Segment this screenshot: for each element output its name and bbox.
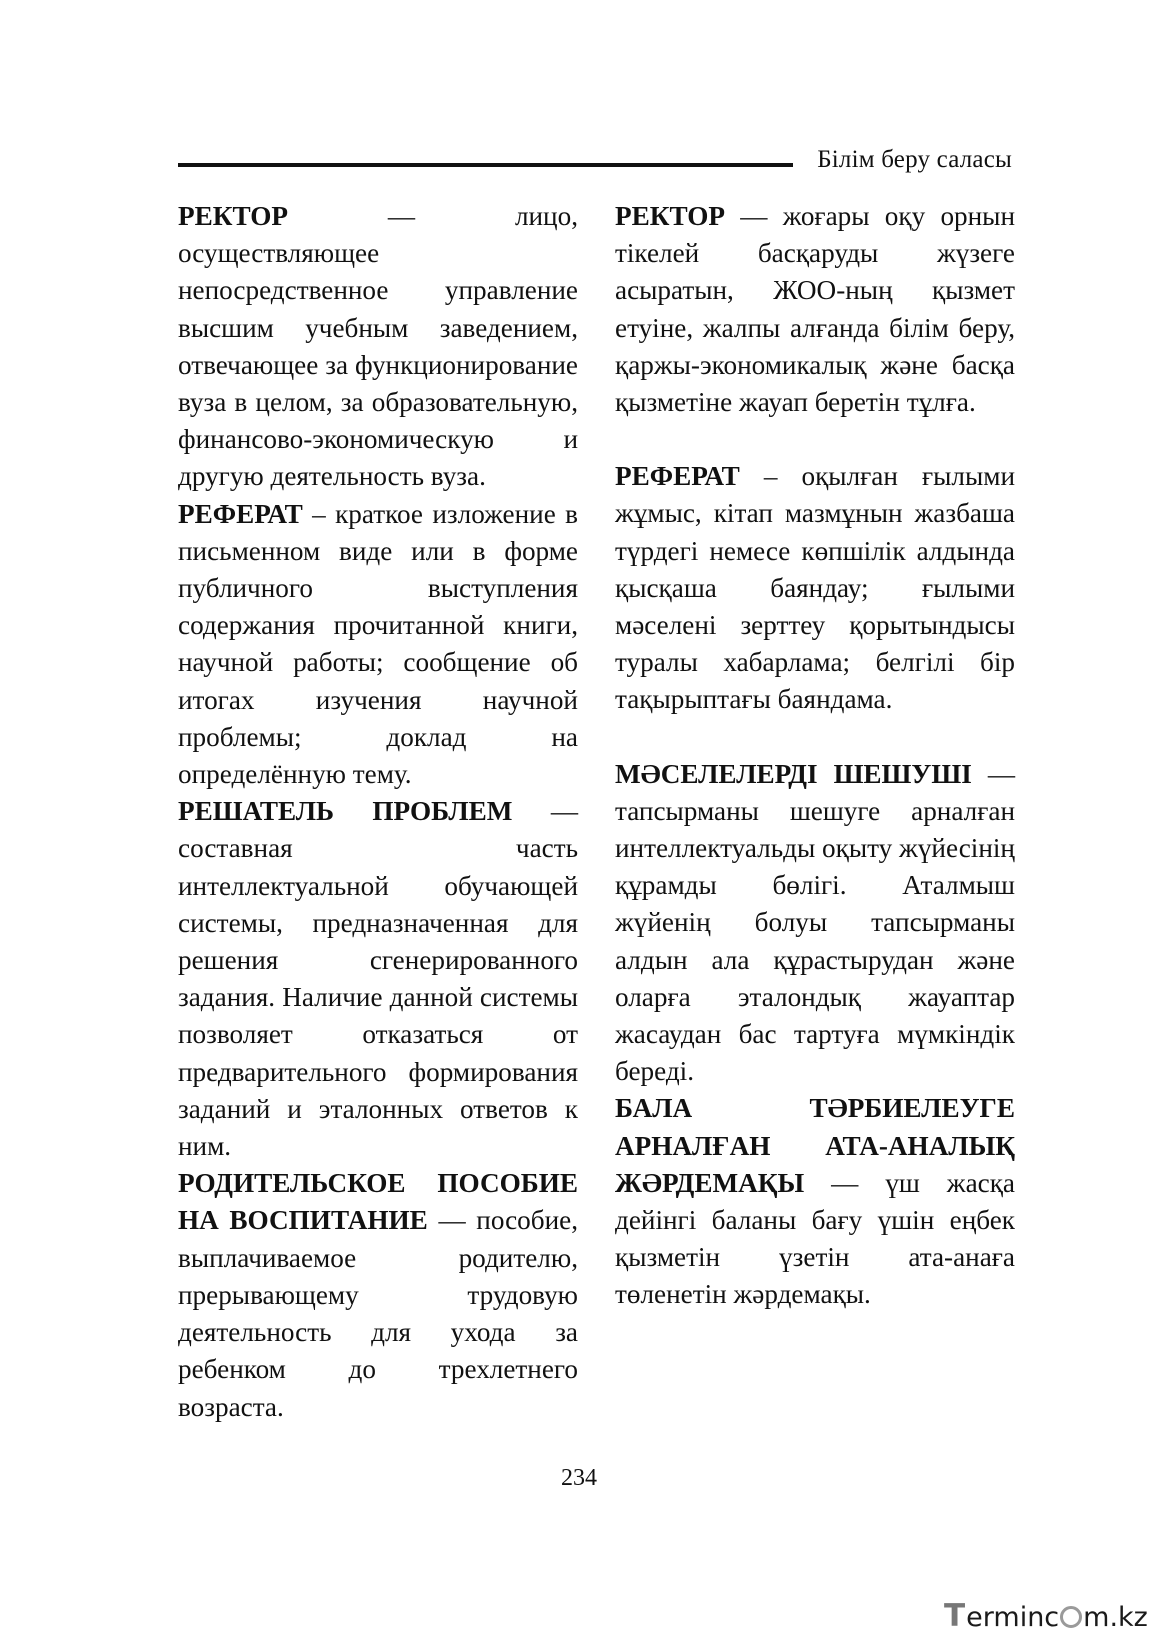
- entry-definition: – оқылған ғылыми жұмыс, кітап мазмұнын жазбаша түрдегі немесе көпшілік алдында қысқаша баяндау; ғылыми мәселені зерттеу қорытындысы туралы хабарлама; белгілі бір тақырыптағы баяндама.: [615, 461, 1015, 715]
- watermark-end: m.kz: [1083, 1602, 1148, 1633]
- entry-definition: — составная часть интеллектуальной обучающей системы, предназначенная для решения сгенерированного задания. Наличие данной системы позволяет отказаться от предварительного формирования заданий и эталонных ответов к ним.: [178, 796, 579, 1162]
- entry-term: БАЛА ТӘРБИЕЛЕУГЕ АРНАЛҒАН АТА-АНАЛЫҚ ЖӘРДЕМАҚЫ: [615, 1093, 1015, 1198]
- entry-definition: — тапсырманы шешуге арналған интеллектуальды оқыту жүйесінің құрамды бөлігі. Аталмыш жүйенің болуы тапсырманы алдын ала құрастырудан және оларға эталондық жауаптар жасаудан бас тартуға мүмкіндік береді.: [615, 758, 1015, 1087]
- watermark-middle: erminc: [966, 1602, 1060, 1633]
- entry-definition: — пособие, выплачиваемое родителю, прерывающему трудовую деятельность для ухода за ребенком до трехлетнего возраста.: [178, 1205, 578, 1422]
- entry-rektor-kz: [615, 198, 1015, 421]
- entry-term: РОДИТЕЛЬСКОЕ ПОСОБИЕ НА ВОСПИТАНИЕ: [178, 1168, 578, 1236]
- entry-term: РЕКТОР: [615, 201, 725, 231]
- entry-reshatel-ru: [178, 793, 578, 1165]
- entry-rektor-ru: [178, 198, 578, 496]
- header-rule: [178, 163, 793, 167]
- entry-term: РЕФЕРАТ: [615, 461, 740, 492]
- entry-referat-kz: [615, 458, 1015, 718]
- entry-sheshushi-kz: [615, 756, 1015, 1091]
- entry-definition: — үш жасқа дейінгі баланы бағу үшін еңбек қызметін үзетін ата-анаға төленетін жәрдемақы.: [615, 1167, 1015, 1310]
- termincom-watermark: [944, 1600, 1148, 1632]
- page-number: 234: [561, 1465, 597, 1491]
- entry-definition: – краткое изложение в письменном виде или в форме публичного выступления содержания прочитанной книги, научной работы; сообщение об итогах изучения научной проблемы; доклад на определённую тему.: [178, 498, 578, 790]
- section-title: Білім беру саласы: [817, 146, 1012, 173]
- entry-term: РЕКТОР: [178, 201, 288, 231]
- russian-column: [178, 198, 578, 1426]
- entry-term: РЕФЕРАТ: [178, 498, 303, 529]
- entry-jardemaky-kz: [615, 1090, 1015, 1313]
- entry-term: РЕШАТЕЛЬ ПРОБЛЕМ: [178, 796, 513, 827]
- entry-term: МӘСЕЛЕЛЕРДІ ШЕШУШІ: [615, 758, 972, 789]
- entry-posobie-ru: [178, 1165, 578, 1425]
- entry-referat-ru: [178, 496, 578, 794]
- entry-definition: — жоғары оқу орнын тікелей басқаруды жүзеге асыратын, ЖОО-ның қызмет етуіне, жалпы алғанда білім беру, қаржы-экономикалық және басқа қызметіне жауап беретін тұлға.: [615, 201, 1015, 418]
- running-header: [178, 143, 1018, 179]
- ring-icon: [1060, 1606, 1082, 1628]
- kazakh-column: [615, 198, 1015, 1314]
- entry-definition: — лицо, осуществляющее непосредственное управление высшим учебным заведением, отвечающее за функционирование вуза в целом, за образовательную, финансово-экономическую и другую деятельность вуза.: [178, 201, 578, 492]
- watermark-initial: T: [944, 1598, 966, 1634]
